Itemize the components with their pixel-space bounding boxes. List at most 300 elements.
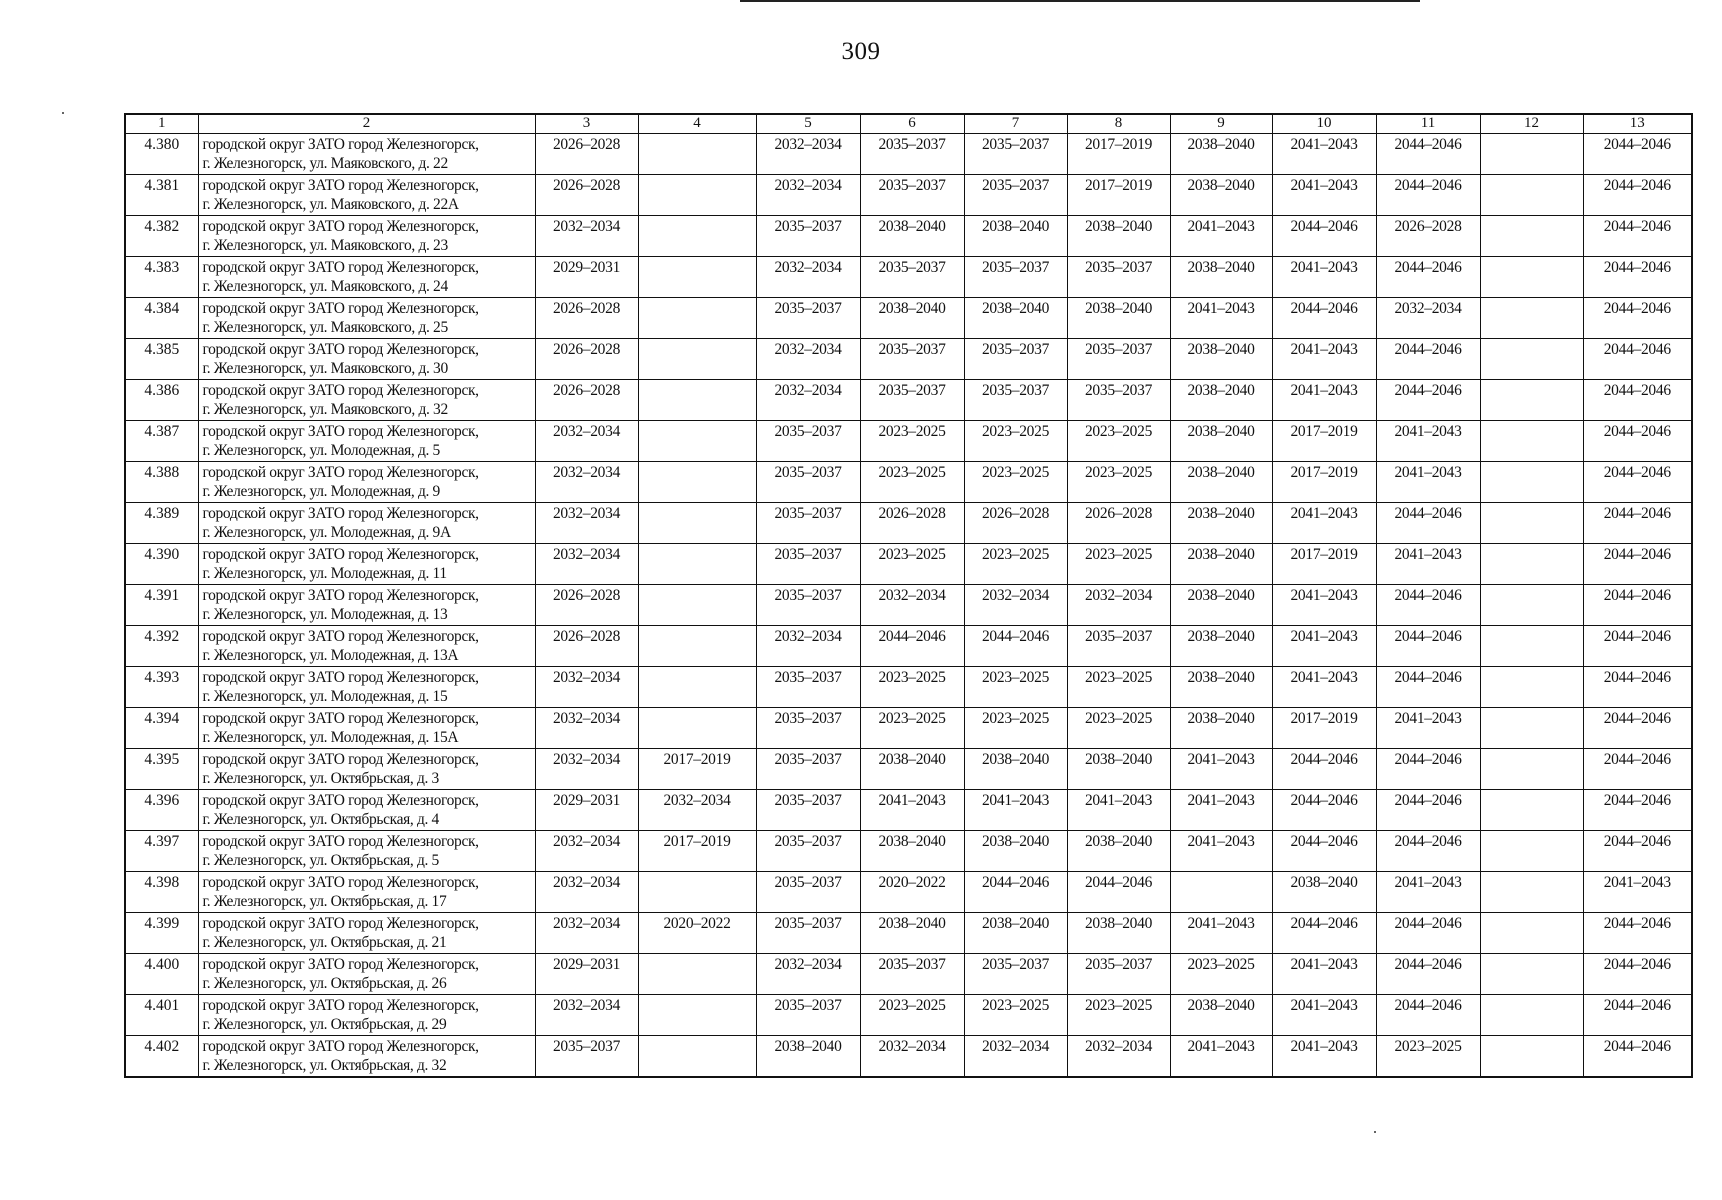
column-header-2: 2 <box>198 114 535 134</box>
year-range-cell-col10: 2041–2043 <box>1272 667 1376 708</box>
year-range-cell-col7: 2035–2037 <box>964 134 1067 175</box>
year-range-cell-col9: 2038–2040 <box>1170 421 1272 462</box>
year-range-cell-col6: 2035–2037 <box>860 257 964 298</box>
year-range-cell-col13: 2044–2046 <box>1583 954 1692 995</box>
row-number-cell: 4.384 <box>125 298 198 339</box>
year-range-cell-col4 <box>638 175 756 216</box>
year-range-cell-col8: 2038–2040 <box>1067 913 1170 954</box>
table-row <box>125 790 1692 831</box>
address-line-2: г. Железногорск, ул. Маяковского, д. 23 <box>202 237 448 254</box>
year-range-cell-col6: 2038–2040 <box>860 749 964 790</box>
year-range-cell-col8: 2032–2034 <box>1067 585 1170 626</box>
table-row <box>125 831 1692 872</box>
year-range-cell-col7: 2038–2040 <box>964 298 1067 339</box>
year-range-cell-col13: 2044–2046 <box>1583 585 1692 626</box>
year-range-cell-col8: 2023–2025 <box>1067 667 1170 708</box>
year-range-cell-col8: 2035–2037 <box>1067 339 1170 380</box>
address-line-2: г. Железногорск, ул. Октябрьская, д. 4 <box>202 811 439 828</box>
year-range-cell-col4 <box>638 954 756 995</box>
year-range-cell-col11: 2044–2046 <box>1376 954 1480 995</box>
table-row <box>125 626 1692 667</box>
year-range-cell-col10: 2038–2040 <box>1272 872 1376 913</box>
year-range-cell-col10: 2041–2043 <box>1272 134 1376 175</box>
row-number-cell: 4.401 <box>125 995 198 1036</box>
year-range-cell-col3: 2026–2028 <box>535 380 638 421</box>
year-range-cell-col11: 2041–2043 <box>1376 421 1480 462</box>
year-range-cell-col4 <box>638 995 756 1036</box>
address-line-1: городской округ ЗАТО город Железногорск, <box>202 546 479 563</box>
year-range-cell-col6: 2038–2040 <box>860 216 964 257</box>
year-range-cell-col11: 2026–2028 <box>1376 216 1480 257</box>
address-cell <box>198 749 535 790</box>
year-range-cell-col7: 2023–2025 <box>964 667 1067 708</box>
year-range-cell-col12 <box>1480 585 1583 626</box>
year-range-cell-col3: 2029–2031 <box>535 257 638 298</box>
address-cell <box>198 585 535 626</box>
year-range-cell-col3: 2029–2031 <box>535 954 638 995</box>
address-line-1: городской округ ЗАТО город Железногорск, <box>202 136 479 153</box>
year-range-cell-col9: 2038–2040 <box>1170 462 1272 503</box>
year-range-cell-col10: 2044–2046 <box>1272 298 1376 339</box>
year-range-cell-col3: 2032–2034 <box>535 872 638 913</box>
year-range-cell-col7: 2038–2040 <box>964 913 1067 954</box>
year-range-cell-col7: 2026–2028 <box>964 503 1067 544</box>
year-range-cell-col6: 2035–2037 <box>860 954 964 995</box>
year-range-cell-col7: 2038–2040 <box>964 749 1067 790</box>
address-line-1: городской округ ЗАТО город Железногорск, <box>202 1038 479 1055</box>
table-row <box>125 421 1692 462</box>
year-range-cell-col5: 2032–2034 <box>756 954 860 995</box>
table-row <box>125 708 1692 749</box>
year-range-cell-col11: 2044–2046 <box>1376 913 1480 954</box>
address-line-2: г. Железногорск, ул. Маяковского, д. 24 <box>202 278 448 295</box>
year-range-cell-col10: 2041–2043 <box>1272 257 1376 298</box>
year-range-cell-col6: 2032–2034 <box>860 1036 964 1077</box>
year-range-cell-col11: 2044–2046 <box>1376 380 1480 421</box>
year-range-cell-col6: 2044–2046 <box>860 626 964 667</box>
year-range-cell-col12 <box>1480 134 1583 175</box>
year-range-cell-col10: 2041–2043 <box>1272 339 1376 380</box>
year-range-cell-col3: 2026–2028 <box>535 626 638 667</box>
year-range-cell-col9: 2038–2040 <box>1170 380 1272 421</box>
table-row <box>125 913 1692 954</box>
row-number-cell: 4.392 <box>125 626 198 667</box>
year-range-cell-col7: 2035–2037 <box>964 380 1067 421</box>
table-row <box>125 134 1692 175</box>
year-range-cell-col7: 2038–2040 <box>964 216 1067 257</box>
page-number: 309 <box>841 38 881 65</box>
year-range-cell-col11: 2041–2043 <box>1376 708 1480 749</box>
year-range-cell-col5: 2035–2037 <box>756 503 860 544</box>
year-range-cell-col13: 2044–2046 <box>1583 667 1692 708</box>
column-header-13: 13 <box>1583 114 1692 134</box>
year-range-cell-col5: 2035–2037 <box>756 667 860 708</box>
address-line-2: г. Железногорск, ул. Молодежная, д. 5 <box>202 442 440 459</box>
year-range-cell-col13: 2044–2046 <box>1583 626 1692 667</box>
address-line-2: г. Железногорск, ул. Маяковского, д. 30 <box>202 360 448 377</box>
table-row <box>125 216 1692 257</box>
year-range-cell-col5: 2032–2034 <box>756 175 860 216</box>
year-range-cell-col7: 2035–2037 <box>964 175 1067 216</box>
year-range-cell-col12 <box>1480 257 1583 298</box>
row-number-cell: 4.383 <box>125 257 198 298</box>
table-row <box>125 257 1692 298</box>
year-range-cell-col13: 2044–2046 <box>1583 257 1692 298</box>
year-range-cell-col3: 2026–2028 <box>535 134 638 175</box>
year-range-cell-col11: 2044–2046 <box>1376 626 1480 667</box>
year-range-cell-col6: 2023–2025 <box>860 995 964 1036</box>
column-header-7: 7 <box>964 114 1067 134</box>
year-range-cell-col3: 2026–2028 <box>535 339 638 380</box>
table-row <box>125 1036 1692 1077</box>
year-range-cell-col10: 2044–2046 <box>1272 790 1376 831</box>
year-range-cell-col8: 2035–2037 <box>1067 954 1170 995</box>
year-range-cell-col12 <box>1480 995 1583 1036</box>
year-range-cell-col9: 2041–2043 <box>1170 216 1272 257</box>
year-range-cell-col8: 2026–2028 <box>1067 503 1170 544</box>
schedule-table <box>124 113 1693 1078</box>
address-line-1: городской округ ЗАТО город Железногорск, <box>202 423 479 440</box>
row-number-cell: 4.394 <box>125 708 198 749</box>
year-range-cell-col3: 2035–2037 <box>535 1036 638 1077</box>
year-range-cell-col10: 2017–2019 <box>1272 544 1376 585</box>
year-range-cell-col12 <box>1480 667 1583 708</box>
year-range-cell-col6: 2038–2040 <box>860 913 964 954</box>
address-cell <box>198 544 535 585</box>
year-range-cell-col4 <box>638 667 756 708</box>
address-cell <box>198 626 535 667</box>
year-range-cell-col8: 2044–2046 <box>1067 872 1170 913</box>
year-range-cell-col5: 2035–2037 <box>756 462 860 503</box>
year-range-cell-col5: 2032–2034 <box>756 380 860 421</box>
year-range-cell-col13: 2044–2046 <box>1583 462 1692 503</box>
year-range-cell-col11: 2044–2046 <box>1376 667 1480 708</box>
year-range-cell-col5: 2035–2037 <box>756 995 860 1036</box>
year-range-cell-col4 <box>638 421 756 462</box>
year-range-cell-col6: 2023–2025 <box>860 462 964 503</box>
year-range-cell-col12 <box>1480 790 1583 831</box>
year-range-cell-col8: 2023–2025 <box>1067 421 1170 462</box>
year-range-cell-col12 <box>1480 626 1583 667</box>
address-line-2: г. Железногорск, ул. Молодежная, д. 11 <box>202 565 447 582</box>
year-range-cell-col10: 2017–2019 <box>1272 421 1376 462</box>
year-range-cell-col4 <box>638 257 756 298</box>
year-range-cell-col12 <box>1480 503 1583 544</box>
year-range-cell-col9: 2041–2043 <box>1170 831 1272 872</box>
row-number-cell: 4.380 <box>125 134 198 175</box>
year-range-cell-col11: 2044–2046 <box>1376 995 1480 1036</box>
row-number-cell: 4.381 <box>125 175 198 216</box>
address-cell <box>198 257 535 298</box>
table-row <box>125 339 1692 380</box>
year-range-cell-col5: 2032–2034 <box>756 134 860 175</box>
year-range-cell-col13: 2044–2046 <box>1583 913 1692 954</box>
address-cell <box>198 380 535 421</box>
year-range-cell-col12 <box>1480 339 1583 380</box>
year-range-cell-col8: 2017–2019 <box>1067 175 1170 216</box>
year-range-cell-col3: 2032–2034 <box>535 708 638 749</box>
year-range-cell-col12 <box>1480 175 1583 216</box>
address-line-1: городской округ ЗАТО город Железногорск, <box>202 505 479 522</box>
year-range-cell-col4 <box>638 708 756 749</box>
column-header-8: 8 <box>1067 114 1170 134</box>
year-range-cell-col3: 2029–2031 <box>535 790 638 831</box>
year-range-cell-col3: 2032–2034 <box>535 995 638 1036</box>
year-range-cell-col13: 2044–2046 <box>1583 421 1692 462</box>
table-row <box>125 749 1692 790</box>
address-line-2: г. Железногорск, ул. Молодежная, д. 9А <box>202 524 451 541</box>
year-range-cell-col7: 2044–2046 <box>964 872 1067 913</box>
year-range-cell-col10: 2044–2046 <box>1272 749 1376 790</box>
year-range-cell-col12 <box>1480 462 1583 503</box>
row-number-cell: 4.398 <box>125 872 198 913</box>
year-range-cell-col13: 2044–2046 <box>1583 995 1692 1036</box>
year-range-cell-col5: 2035–2037 <box>756 913 860 954</box>
year-range-cell-col9: 2038–2040 <box>1170 995 1272 1036</box>
year-range-cell-col5: 2035–2037 <box>756 708 860 749</box>
address-line-1: городской округ ЗАТО город Железногорск, <box>202 259 479 276</box>
year-range-cell-col13: 2044–2046 <box>1583 298 1692 339</box>
address-line-1: городской округ ЗАТО город Железногорск, <box>202 710 479 727</box>
year-range-cell-col8: 2023–2025 <box>1067 708 1170 749</box>
year-range-cell-col5: 2032–2034 <box>756 257 860 298</box>
row-number-cell: 4.391 <box>125 585 198 626</box>
address-cell <box>198 503 535 544</box>
year-range-cell-col4 <box>638 872 756 913</box>
column-header-4: 4 <box>638 114 756 134</box>
year-range-cell-col7: 2023–2025 <box>964 421 1067 462</box>
year-range-cell-col13: 2044–2046 <box>1583 1036 1692 1077</box>
year-range-cell-col4 <box>638 216 756 257</box>
year-range-cell-col5: 2035–2037 <box>756 872 860 913</box>
year-range-cell-col11: 2023–2025 <box>1376 1036 1480 1077</box>
year-range-cell-col6: 2023–2025 <box>860 421 964 462</box>
year-range-cell-col12 <box>1480 749 1583 790</box>
year-range-cell-col3: 2032–2034 <box>535 216 638 257</box>
year-range-cell-col3: 2032–2034 <box>535 462 638 503</box>
address-cell <box>198 216 535 257</box>
year-range-cell-col5: 2035–2037 <box>756 585 860 626</box>
year-range-cell-col4 <box>638 503 756 544</box>
year-range-cell-col12 <box>1480 1036 1583 1077</box>
year-range-cell-col10: 2041–2043 <box>1272 503 1376 544</box>
year-range-cell-col9: 2023–2025 <box>1170 954 1272 995</box>
year-range-cell-col6: 2035–2037 <box>860 380 964 421</box>
year-range-cell-col12 <box>1480 216 1583 257</box>
column-header-9: 9 <box>1170 114 1272 134</box>
year-range-cell-col4: 2020–2022 <box>638 913 756 954</box>
address-line-1: городской округ ЗАТО город Железногорск, <box>202 792 479 809</box>
year-range-cell-col6: 2035–2037 <box>860 134 964 175</box>
address-cell <box>198 790 535 831</box>
year-range-cell-col6: 2026–2028 <box>860 503 964 544</box>
year-range-cell-col7: 2032–2034 <box>964 585 1067 626</box>
year-range-cell-col9: 2041–2043 <box>1170 298 1272 339</box>
address-cell <box>198 708 535 749</box>
table-header-row <box>125 114 1692 134</box>
address-cell <box>198 298 535 339</box>
column-header-6: 6 <box>860 114 964 134</box>
year-range-cell-col11: 2044–2046 <box>1376 831 1480 872</box>
year-range-cell-col6: 2038–2040 <box>860 298 964 339</box>
row-number-cell: 4.385 <box>125 339 198 380</box>
table-row <box>125 585 1692 626</box>
year-range-cell-col4 <box>638 544 756 585</box>
address-line-1: городской округ ЗАТО город Железногорск, <box>202 997 479 1014</box>
address-cell <box>198 995 535 1036</box>
year-range-cell-col6: 2035–2037 <box>860 175 964 216</box>
address-line-1: городской округ ЗАТО город Железногорск, <box>202 587 479 604</box>
address-cell <box>198 667 535 708</box>
year-range-cell-col7: 2044–2046 <box>964 626 1067 667</box>
year-range-cell-col12 <box>1480 380 1583 421</box>
year-range-cell-col13: 2041–2043 <box>1583 872 1692 913</box>
year-range-cell-col9: 2038–2040 <box>1170 626 1272 667</box>
year-range-cell-col8: 2038–2040 <box>1067 749 1170 790</box>
year-range-cell-col7: 2023–2025 <box>964 462 1067 503</box>
year-range-cell-col6: 2023–2025 <box>860 667 964 708</box>
address-line-1: городской округ ЗАТО город Железногорск, <box>202 177 479 194</box>
year-range-cell-col10: 2044–2046 <box>1272 913 1376 954</box>
column-header-10: 10 <box>1272 114 1376 134</box>
address-cell <box>198 421 535 462</box>
year-range-cell-col8: 2035–2037 <box>1067 626 1170 667</box>
year-range-cell-col7: 2023–2025 <box>964 544 1067 585</box>
year-range-cell-col4 <box>638 134 756 175</box>
address-cell <box>198 175 535 216</box>
year-range-cell-col8: 2032–2034 <box>1067 1036 1170 1077</box>
table-row <box>125 954 1692 995</box>
address-line-2: г. Железногорск, ул. Маяковского, д. 25 <box>202 319 448 336</box>
year-range-cell-col11: 2044–2046 <box>1376 749 1480 790</box>
year-range-cell-col5: 2038–2040 <box>756 1036 860 1077</box>
year-range-cell-col3: 2026–2028 <box>535 585 638 626</box>
row-number-cell: 4.389 <box>125 503 198 544</box>
year-range-cell-col8: 2038–2040 <box>1067 298 1170 339</box>
address-line-1: городской округ ЗАТО город Железногорск, <box>202 669 479 686</box>
address-line-1: городской округ ЗАТО город Железногорск, <box>202 300 479 317</box>
year-range-cell-col10: 2041–2043 <box>1272 585 1376 626</box>
address-line-1: городской округ ЗАТО город Железногорск, <box>202 956 479 973</box>
year-range-cell-col11: 2041–2043 <box>1376 462 1480 503</box>
year-range-cell-col12 <box>1480 913 1583 954</box>
address-line-2: г. Железногорск, ул. Октябрьская, д. 32 <box>202 1057 447 1074</box>
year-range-cell-col9: 2041–2043 <box>1170 1036 1272 1077</box>
scan-speck <box>1374 1131 1376 1133</box>
table-body <box>125 134 1692 1077</box>
year-range-cell-col9: 2038–2040 <box>1170 339 1272 380</box>
year-range-cell-col3: 2026–2028 <box>535 175 638 216</box>
table-row <box>125 544 1692 585</box>
year-range-cell-col7: 2035–2037 <box>964 339 1067 380</box>
address-line-1: городской округ ЗАТО город Железногорск, <box>202 751 479 768</box>
address-line-2: г. Железногорск, ул. Маяковского, д. 22 <box>202 155 448 172</box>
row-number-cell: 4.399 <box>125 913 198 954</box>
year-range-cell-col6: 2035–2037 <box>860 339 964 380</box>
year-range-cell-col4 <box>638 462 756 503</box>
year-range-cell-col7: 2023–2025 <box>964 708 1067 749</box>
column-header-11: 11 <box>1376 114 1480 134</box>
address-cell <box>198 339 535 380</box>
year-range-cell-col11: 2044–2046 <box>1376 175 1480 216</box>
table-row <box>125 503 1692 544</box>
address-line-2: г. Железногорск, ул. Молодежная, д. 13 <box>202 606 448 623</box>
year-range-cell-col12 <box>1480 831 1583 872</box>
column-header-5: 5 <box>756 114 860 134</box>
year-range-cell-col11: 2044–2046 <box>1376 585 1480 626</box>
top-rule <box>740 0 1420 2</box>
year-range-cell-col13: 2044–2046 <box>1583 831 1692 872</box>
year-range-cell-col9: 2041–2043 <box>1170 790 1272 831</box>
year-range-cell-col11: 2032–2034 <box>1376 298 1480 339</box>
year-range-cell-col4 <box>638 1036 756 1077</box>
year-range-cell-col7: 2032–2034 <box>964 1036 1067 1077</box>
year-range-cell-col3: 2032–2034 <box>535 913 638 954</box>
year-range-cell-col8: 2023–2025 <box>1067 462 1170 503</box>
year-range-cell-col13: 2044–2046 <box>1583 380 1692 421</box>
table-row <box>125 995 1692 1036</box>
row-number-cell: 4.393 <box>125 667 198 708</box>
year-range-cell-col5: 2032–2034 <box>756 626 860 667</box>
year-range-cell-col9: 2038–2040 <box>1170 708 1272 749</box>
year-range-cell-col4: 2017–2019 <box>638 749 756 790</box>
year-range-cell-col11: 2044–2046 <box>1376 134 1480 175</box>
year-range-cell-col13: 2044–2046 <box>1583 216 1692 257</box>
year-range-cell-col5: 2032–2034 <box>756 339 860 380</box>
address-line-1: городской округ ЗАТО город Железногорск, <box>202 464 479 481</box>
year-range-cell-col9: 2038–2040 <box>1170 134 1272 175</box>
year-range-cell-col10: 2041–2043 <box>1272 954 1376 995</box>
year-range-cell-col8: 2041–2043 <box>1067 790 1170 831</box>
address-line-2: г. Железногорск, ул. Октябрьская, д. 26 <box>202 975 447 992</box>
year-range-cell-col12 <box>1480 954 1583 995</box>
table-row <box>125 667 1692 708</box>
year-range-cell-col11: 2044–2046 <box>1376 790 1480 831</box>
year-range-cell-col4: 2017–2019 <box>638 831 756 872</box>
year-range-cell-col7: 2035–2037 <box>964 257 1067 298</box>
year-range-cell-col3: 2032–2034 <box>535 544 638 585</box>
row-number-cell: 4.390 <box>125 544 198 585</box>
year-range-cell-col13: 2044–2046 <box>1583 175 1692 216</box>
year-range-cell-col5: 2035–2037 <box>756 298 860 339</box>
year-range-cell-col4 <box>638 626 756 667</box>
year-range-cell-col9: 2038–2040 <box>1170 175 1272 216</box>
address-line-2: г. Железногорск, ул. Молодежная, д. 13А <box>202 647 459 664</box>
year-range-cell-col12 <box>1480 421 1583 462</box>
address-cell <box>198 462 535 503</box>
scan-speck <box>62 112 64 114</box>
year-range-cell-col8: 2038–2040 <box>1067 831 1170 872</box>
year-range-cell-col11: 2044–2046 <box>1376 339 1480 380</box>
column-header-3: 3 <box>535 114 638 134</box>
year-range-cell-col4 <box>638 339 756 380</box>
year-range-cell-col8: 2023–2025 <box>1067 995 1170 1036</box>
year-range-cell-col5: 2035–2037 <box>756 421 860 462</box>
row-number-cell: 4.395 <box>125 749 198 790</box>
year-range-cell-col4 <box>638 380 756 421</box>
year-range-cell-col10: 2044–2046 <box>1272 216 1376 257</box>
row-number-cell: 4.387 <box>125 421 198 462</box>
address-line-2: г. Железногорск, ул. Молодежная, д. 9 <box>202 483 440 500</box>
year-range-cell-col13: 2044–2046 <box>1583 339 1692 380</box>
table-row <box>125 298 1692 339</box>
year-range-cell-col13: 2044–2046 <box>1583 708 1692 749</box>
year-range-cell-col4: 2032–2034 <box>638 790 756 831</box>
year-range-cell-col13: 2044–2046 <box>1583 503 1692 544</box>
year-range-cell-col10: 2017–2019 <box>1272 708 1376 749</box>
year-range-cell-col5: 2035–2037 <box>756 749 860 790</box>
year-range-cell-col10: 2044–2046 <box>1272 831 1376 872</box>
